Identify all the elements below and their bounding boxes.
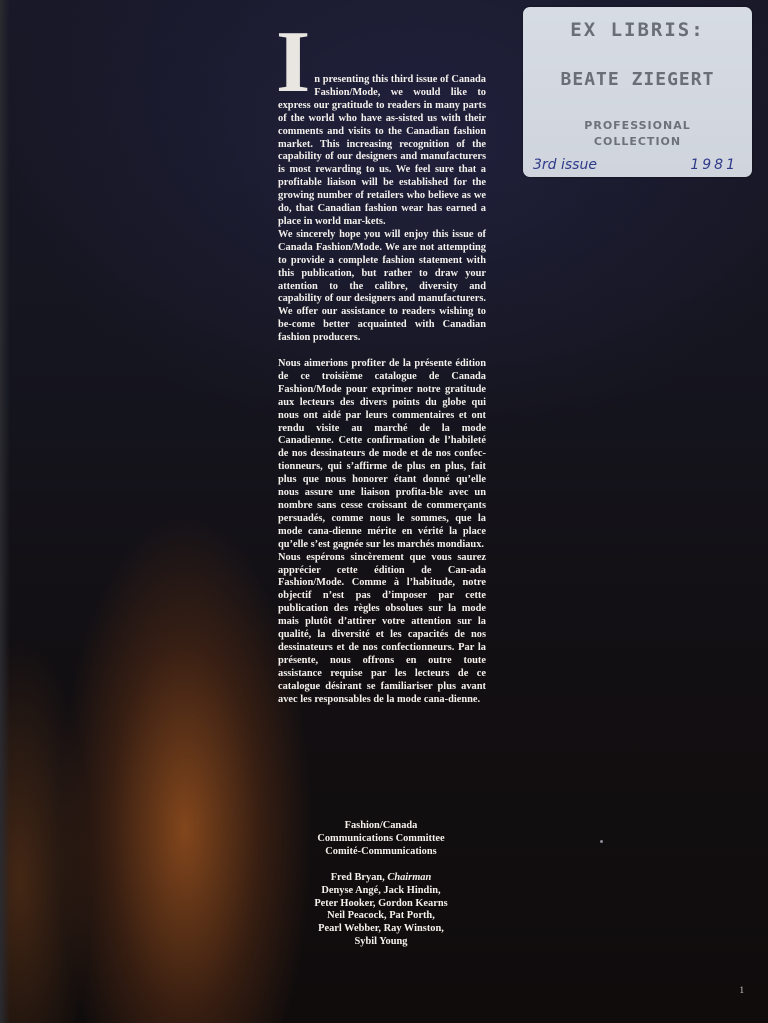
english-paragraph-2: We sincerely hope you will enjoy this issue of Canada Fashion/Mode. We are not attempting to provide a complete fashion statement with this publication, but rather to draw your attention to the calibre, diversity and capability of our designers and manufacturers. We offer our assistance to readers wishing to be-come better acquainted with Canadian fashion producers. [278,228,486,344]
bookplate-heading: EX LIBRIS: [570,19,705,41]
handwritten-year: 1981 [690,157,738,173]
credits-chair-line [278,872,484,885]
page-number: 1 [739,985,744,995]
english-paragraph-1: n presenting this third issue of Canada Fashion/Mode, we would like to express our gratitude to readers in many parts of the world who have as-sisted us with their comments and visits to the Canadian fashion market. This increasing recognition of the capability of our designers and manufacturers is most rewarding to us. We feel sure that a profitable liaison will be established for the growing number of retailers who believe as we do, that Canadian fashion wear has earned a place in world mar-kets. [278,74,486,227]
bookplate-handwritten-note [533,157,738,173]
credits-spacer [278,859,484,872]
credits-org-line: Communications Committee [317,832,445,844]
print-speck [600,840,603,843]
credits-members-line: Pearl Webber, Ray Winston, [318,923,444,935]
french-paragraph-1: Nous aimerions profiter de la présente édition de ce troisième catalogue de Canada Fashion/Mode pour exprimer notre gratitude aux lecteurs des divers points du globe qui nous ont aidé par leurs commentaires et ont rendu visite au marché de la mode Canadienne. Cette confirmation de l’habileté de nos dessinateurs de mode et de nos confec-tionneurs, qui s’affirme de plus en plus, fait plus que nous honorer étant donné qu’elle nous assure une liaison profita-ble avec un nombre sans cesse croissant de commerçants persuadés, comme nous le sommes, que la mode cana-dienne mérite en vérité la place qu’elle s’est gagnée sur les marchés mondiaux. [278,358,486,550]
handwritten-issue: 3rd issue [533,157,597,173]
credits-members-line: Peter Hooker, Gordon Kearns [314,897,448,909]
chair-name: Fred Bryan, [330,871,385,883]
bookplate-owner-name: BEATE ZIEGERT [560,69,715,90]
editorial-article [276,14,486,707]
bookplate-collection-line1: PROFESSIONAL [584,119,691,132]
credits-org-line: Comité-Communications [325,845,437,857]
credits-members-line: Sybil Young [354,936,408,948]
ex-libris-bookplate [523,7,752,177]
page-edge [0,0,10,1023]
credits-members-line: Denyse Angé, Jack Hindin, [321,884,441,896]
chair-title: Chairman [387,871,432,883]
language-separator [278,345,486,358]
credits-members-line: Neil Peacock, Pat Porth, [327,910,435,922]
drop-cap: I [276,14,311,111]
bookplate-collection-line2: COLLECTION [593,135,682,148]
french-paragraph-2: Nous espérons sincèrement que vous saurez apprécier cette édition de Can-ada Fashion/Mode. Comme à l’habitude, notre objectif n’est pas d’imposer par cette publication des règles obsolues sur la mode mais plutôt d’attirer votre attention sur la qualité, la diversité et les capacités de nos dessinateurs et de nos confectionneurs. Par la présente, nous offrons en outre toute assistance requise par les lecteurs de ce catalogue désirant se familiariser plus avant avec les responsables de la mode cana-dienne. [278,551,486,705]
committee-credits [278,820,484,949]
credits-org-line: Fashion/Canada [344,820,418,831]
